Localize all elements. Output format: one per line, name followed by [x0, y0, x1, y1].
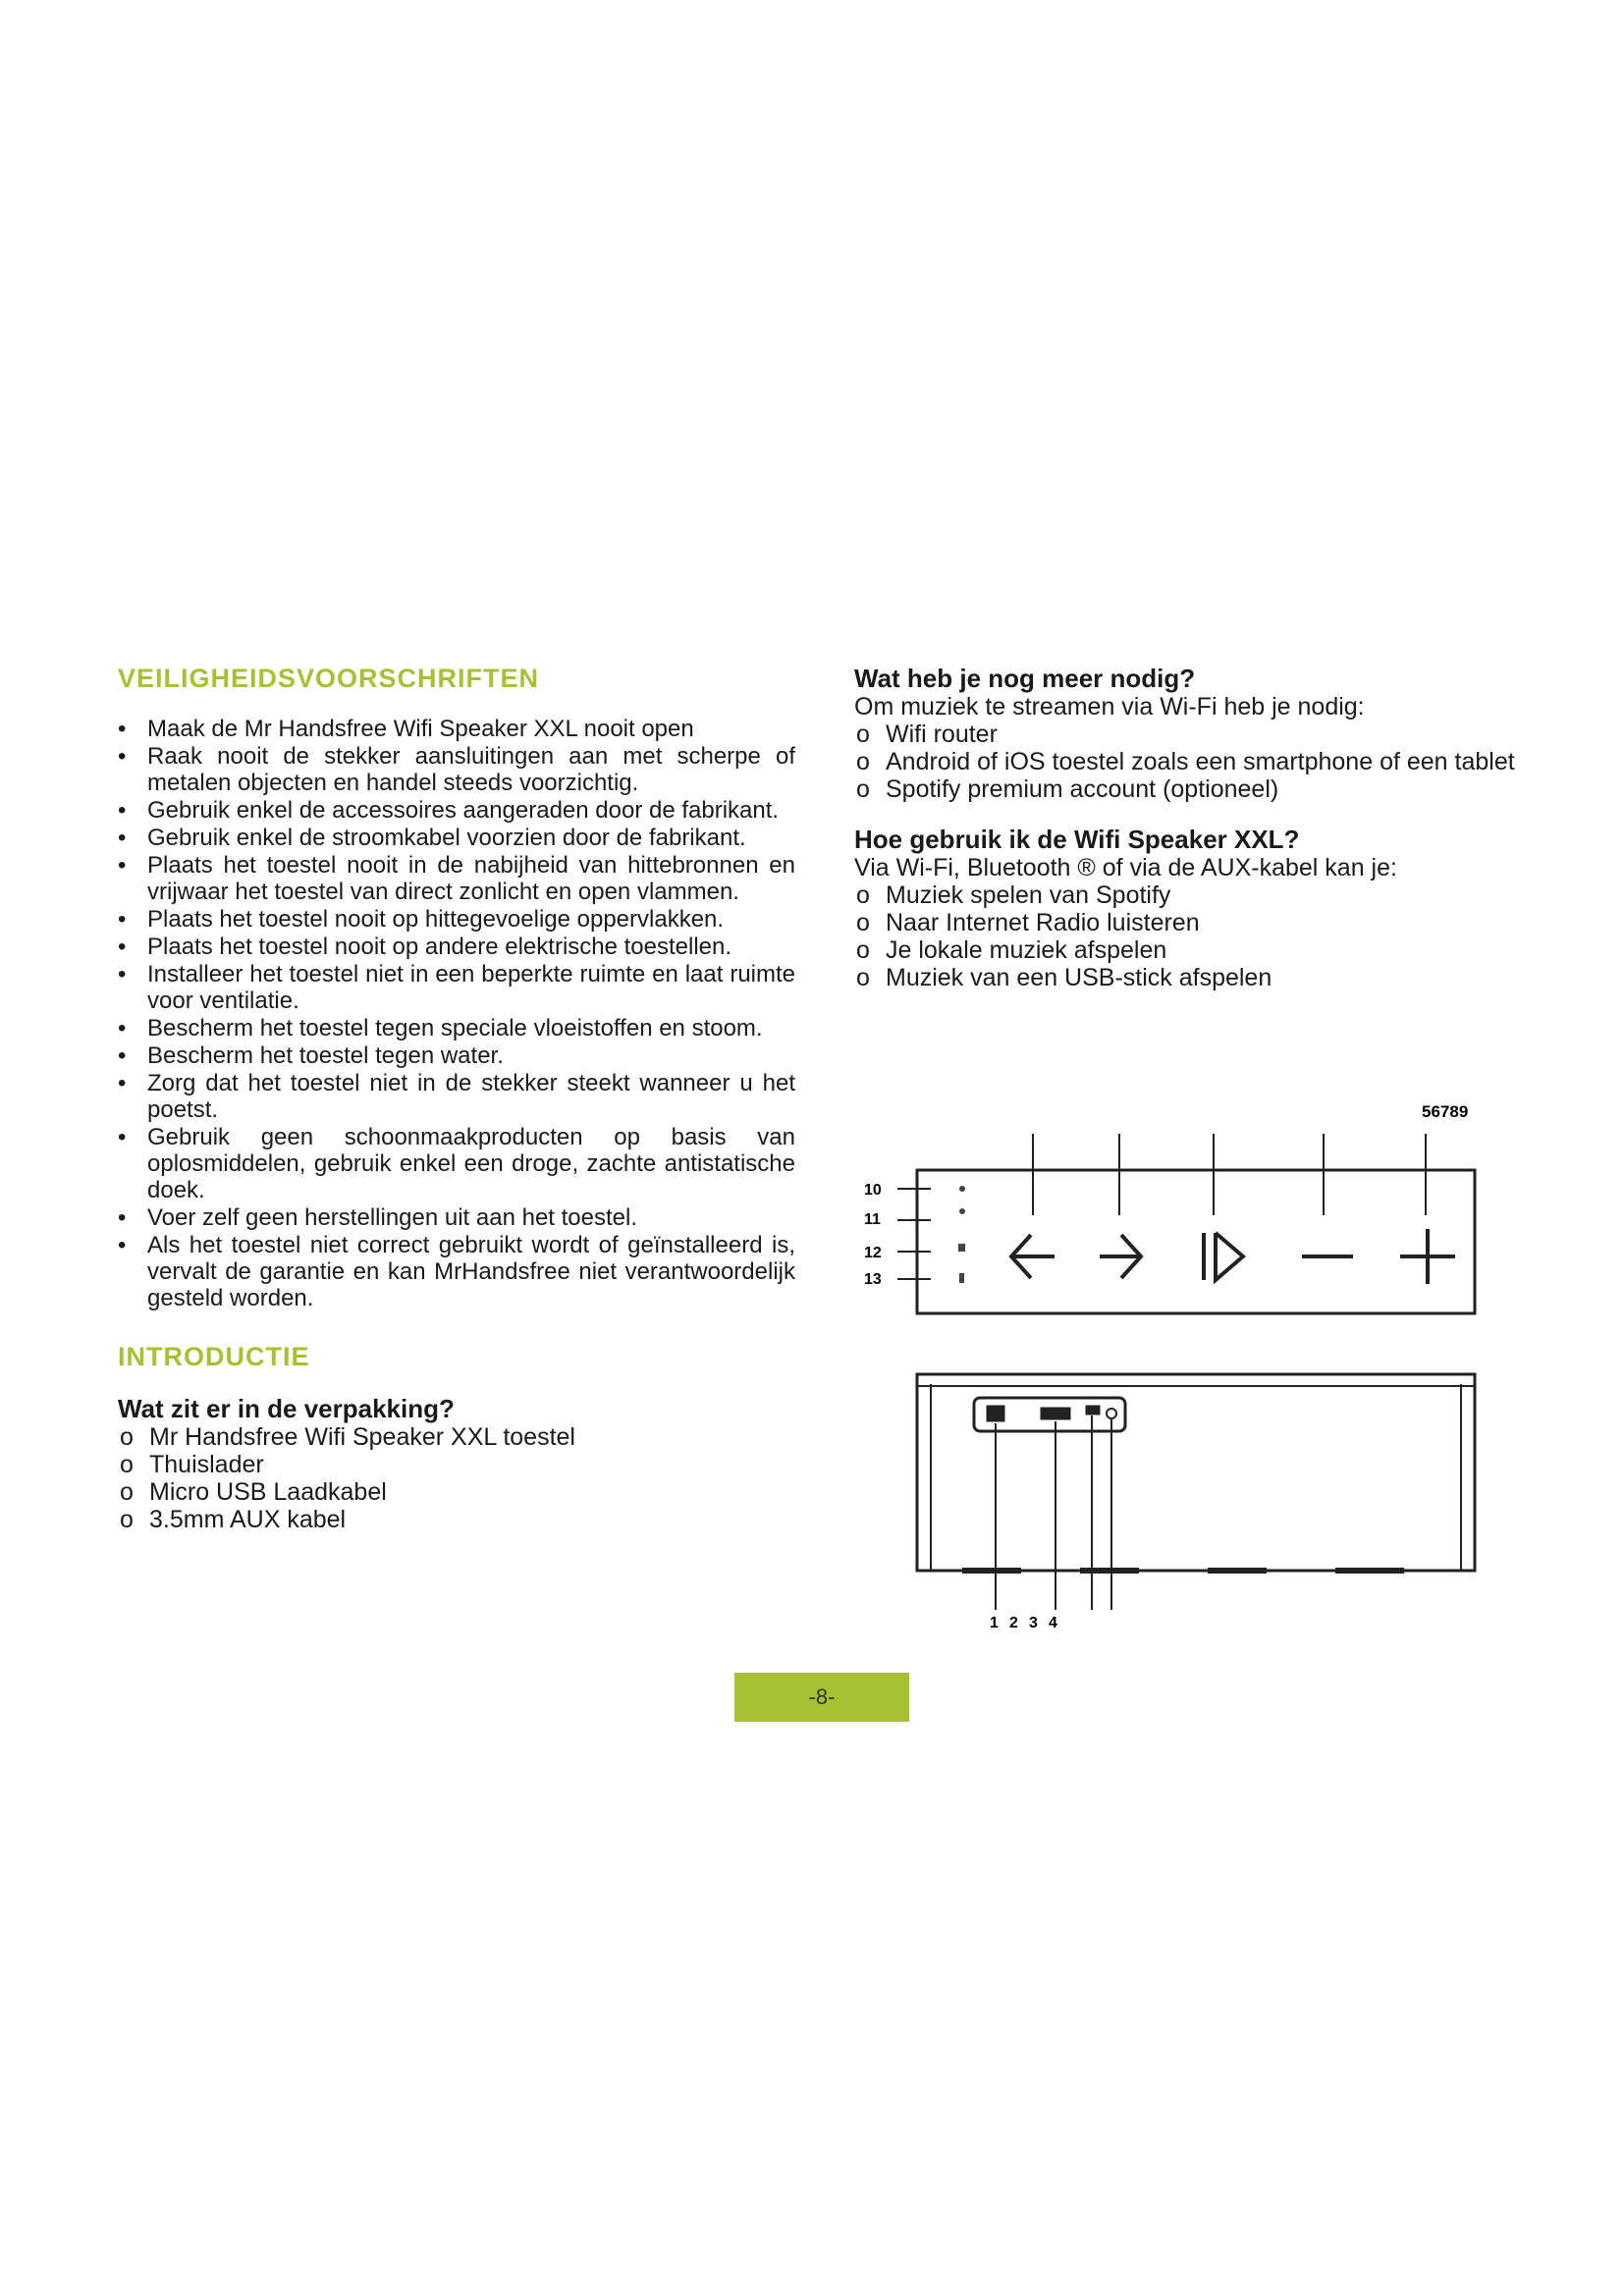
list-item: • Bescherm het toestel tegen water.	[118, 1042, 795, 1069]
list-item: • Zorg dat het toestel niet in de stekker steekt wanneer u het poetst.	[118, 1070, 795, 1123]
list-item: o Wifi router	[854, 721, 1532, 748]
usage-heading: Hoe gebruik ik de Wifi Speaker XXL?	[854, 825, 1300, 854]
list-item: o Android of iOS toestel zoals een smartphone of een tablet	[854, 748, 1532, 775]
list-item: o Je lokale muziek afspelen	[854, 936, 1532, 964]
package-list	[118, 1423, 795, 1533]
list-item: • Installeer het toestel niet in een beperkte ruimte en laat ruimte voor ventilatie.	[118, 961, 795, 1014]
list-item: • Als het toestel niet correct gebruikt wordt of geïnstalleerd is, vervalt de garantie en kan MrHandsfree niet verantwoordelijk gesteld worden.	[118, 1232, 795, 1311]
needs-intro: Om muziek te streamen via Wi-Fi heb je nodig:	[854, 693, 1365, 721]
callout-label: 3	[1029, 1615, 1038, 1631]
next-icon	[1100, 1235, 1141, 1278]
usage-list	[854, 881, 1532, 991]
model-number: 56789	[1422, 1102, 1469, 1121]
list-item: o Muziek van een USB-stick afspelen	[854, 964, 1532, 991]
volume-up-icon	[1400, 1229, 1455, 1284]
list-item: • Gebruik enkel de accessoires aangeraden door de fabrikant.	[118, 797, 795, 824]
previous-icon	[1011, 1235, 1055, 1278]
intro-heading: INTRODUCTIE	[118, 1342, 310, 1371]
play-pause-icon	[1204, 1233, 1243, 1280]
left-column	[118, 664, 795, 1533]
page-number: -8-	[734, 1673, 909, 1722]
power-indicator-icon	[959, 1273, 964, 1283]
usb-port-icon	[1041, 1408, 1070, 1419]
right-column	[854, 664, 1532, 991]
bluetooth-indicator-icon	[959, 1208, 965, 1214]
callout-label: 12	[864, 1245, 882, 1261]
callout-label: 1	[990, 1615, 999, 1631]
power-port-icon	[987, 1406, 1004, 1421]
list-item: • Maak de Mr Handsfree Wifi Speaker XXL nooit open	[118, 716, 795, 742]
list-item: o Micro USB Laadkabel	[118, 1478, 795, 1506]
speaker-diagram-svg	[854, 1090, 1492, 1639]
speaker-diagram	[854, 1090, 1492, 1639]
callout-label: 2	[1009, 1615, 1018, 1631]
callout-label: 10	[864, 1182, 882, 1199]
list-item: • Plaats het toestel nooit in de nabijheid van hittebronnen en vrijwaar het toestel van direct zonlicht en open vlammen.	[118, 852, 795, 905]
list-item: • Gebruik geen schoonmaakproducten op basis van oplosmiddelen, gebruik enkel een droge, zachte antistatische doek.	[118, 1124, 795, 1203]
list-item: • Plaats het toestel nooit op hittegevoelige oppervlakken.	[118, 906, 795, 933]
list-item: • Raak nooit de stekker aansluitingen aan met scherpe of metalen objecten en handel steeds voorzichtig.	[118, 743, 795, 796]
callout-label: 13	[864, 1271, 882, 1288]
callout-label: 11	[864, 1211, 881, 1228]
safety-heading: VEILIGHEIDSVOORSCHRIFTEN	[118, 664, 540, 693]
list-item: o Thuislader	[118, 1451, 795, 1478]
usage-intro: Via Wi-Fi, Bluetooth ® of via de AUX-kabel kan je:	[854, 854, 1397, 881]
list-item: o Muziek spelen van Spotify	[854, 881, 1532, 909]
aux-port-icon	[1107, 1409, 1116, 1418]
needs-list	[854, 721, 1532, 803]
list-item: o Spotify premium account (optioneel)	[854, 775, 1532, 803]
list-item: o Mr Handsfree Wifi Speaker XXL toestel	[118, 1423, 795, 1451]
wifi-indicator-icon	[959, 1186, 965, 1192]
speaker-back-view	[917, 1374, 1475, 1610]
micro-usb-port-icon	[1086, 1406, 1100, 1415]
callout-label: 4	[1049, 1615, 1057, 1631]
list-item: • Plaats het toestel nooit op andere elektrische toestellen.	[118, 934, 795, 960]
list-item: • Voer zelf geen herstellingen uit aan het toestel.	[118, 1204, 795, 1231]
list-item: • Bescherm het toestel tegen speciale vloeistoffen en stoom.	[118, 1015, 795, 1041]
list-item: o Naar Internet Radio luisteren	[854, 909, 1532, 936]
needs-heading: Wat heb je nog meer nodig?	[854, 664, 1196, 693]
speaker-top-view	[897, 1134, 1475, 1313]
package-heading: Wat zit er in de verpakking?	[118, 1394, 455, 1423]
aux-indicator-icon	[958, 1244, 965, 1252]
safety-list	[118, 716, 795, 1311]
list-item: o 3.5mm AUX kabel	[118, 1506, 795, 1533]
list-item: • Gebruik enkel de stroomkabel voorzien door de fabrikant.	[118, 825, 795, 851]
